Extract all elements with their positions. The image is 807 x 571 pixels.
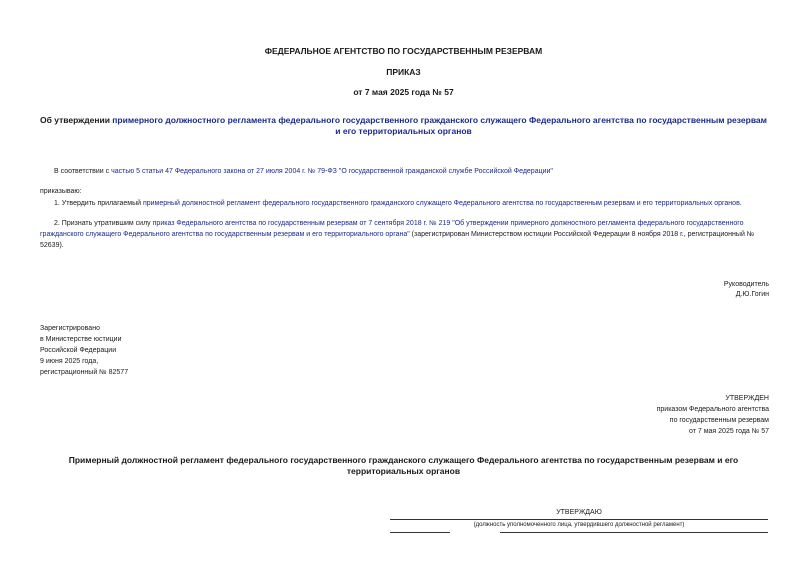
preamble	[54, 166, 774, 177]
registration-line-1: Зарегистрировано	[40, 325, 100, 332]
order-subject	[40, 115, 767, 137]
registration-line-2: в Министерстве юстиции	[40, 336, 122, 343]
agency-title: ФЕДЕРАЛЬНОЕ АГЕНТСТВО ПО ГОСУДАРСТВЕННЫМ РЕЗЕРВАМ	[264, 46, 543, 56]
signature-position: Руководитель	[723, 281, 769, 288]
signature-name: Д.Ю.Гогин	[735, 291, 769, 298]
order-item-1	[54, 198, 774, 209]
item1-link[interactable]: примерный должностной регламент федерального государственного гражданского служащего Федерального агентства по государственным резервам и его территориальных органов	[142, 200, 740, 207]
order-verb: приказываю:	[40, 188, 82, 195]
subject-link[interactable]: примерного должностного регламента федерального государственного гражданского служащего Федерального агентства по государственным резервам и его территориальных органов	[112, 115, 767, 136]
order-item-2	[40, 218, 770, 251]
approve-signature-line	[390, 532, 450, 533]
approved-line-3: от 7 мая 2025 года № 57	[689, 428, 769, 435]
item2-prefix: 2. Признать утратившим силу	[54, 220, 153, 227]
signature-block	[569, 280, 769, 300]
item1-prefix: 1. Утвердить прилагаемый	[54, 200, 143, 207]
item2-link[interactable]: приказ Федерального агентства по государственным резервам от 7 сентября 2018 г. № 219 "Об утверждении примерного должностного регламента федерального государственного гражданского служащего Федерального агентства по государственным резервам и его территориального органа"	[40, 220, 744, 238]
approved-title: УТВЕРЖДЕН	[725, 395, 769, 402]
preamble-prefix: В соответствии с	[54, 168, 112, 175]
regulation-title: Примерный должностной регламент федерального государственного гражданского служащего Федерального агентства по государственным резервам и его территориальных органов	[68, 455, 739, 476]
approve-caption: (должность уполномоченного лица, утвердившего должностной регламент)	[473, 522, 685, 528]
approved-block	[519, 393, 769, 437]
approve-position-line	[390, 519, 768, 520]
registration-line-5: регистрационный № 82577	[40, 369, 129, 376]
approve-label: УТВЕРЖДАЮ	[556, 509, 602, 516]
order-label: ПРИКАЗ	[386, 67, 421, 77]
registration-line-3: Российской Федерации	[40, 347, 117, 354]
item2-suffix: (зарегистрирован Министерством юстиции Российской Федерации 8 ноября 2018 г., регистрационный № 52639).	[40, 231, 755, 249]
subject-prefix: Об утверждении	[40, 115, 113, 125]
registration-line-4: 9 июня 2025 года,	[40, 358, 99, 365]
preamble-link[interactable]: частью 5 статьи 47 Федерального закона от 27 июля 2004 г. № 79-ФЗ "О государственной гражданской службе Российской Федерации"	[111, 168, 553, 175]
registration-block	[40, 323, 240, 378]
item1-suffix: .	[739, 200, 742, 207]
approved-line-1: приказом Федерального агентства	[656, 406, 769, 413]
approved-line-2: по государственным резервам	[669, 417, 769, 424]
approve-name-line	[500, 532, 768, 533]
order-date: от 7 мая 2025 года № 57	[353, 87, 454, 97]
